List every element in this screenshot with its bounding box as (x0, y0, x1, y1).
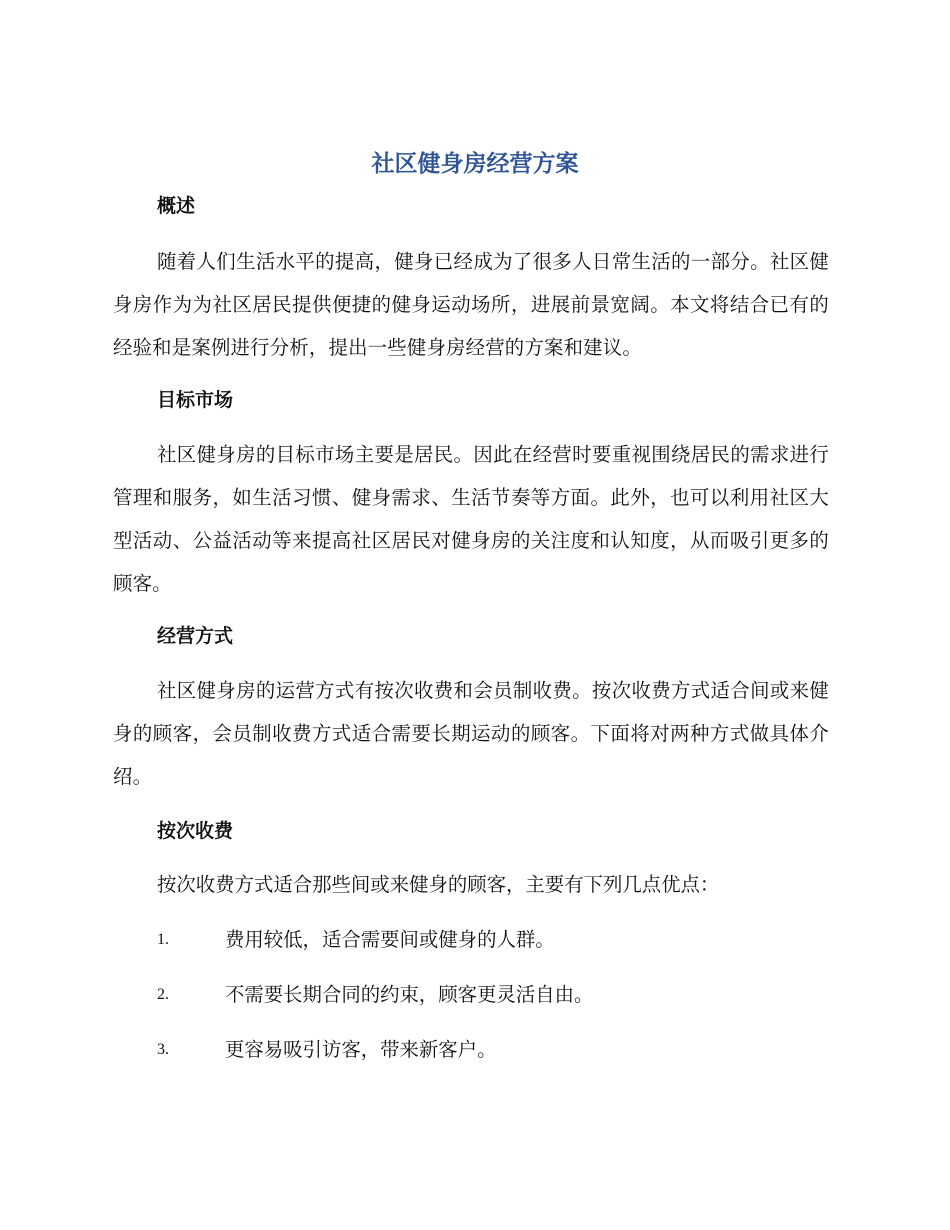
section-heading-business-model: 经营方式 (157, 625, 234, 647)
document-title: 社区健身房经营方案 (371, 151, 579, 177)
list-item (157, 1032, 837, 1068)
list-item (157, 922, 837, 958)
list-number: 3. (157, 1041, 169, 1058)
section-paragraph-target-market: 社区健身房的目标市场主要是居民。因此在经营时要重视围绕居民的需求进行管理和服务，如生活习惯、健身需求、生活节奏等方面。此外，也可以利用社区大型活动、公益活动等来提高社区居民对健身房的关注度和认知度，从而吸引更多的顾客。 (113, 443, 829, 595)
list-number: 1. (157, 931, 169, 948)
section-heading-overview: 概述 (157, 195, 196, 217)
list-text: 更容易吸引访客，带来新客户。 (225, 1038, 497, 1061)
list-text: 不需要长期合同的约束，顾客更灵活自由。 (225, 983, 594, 1006)
section-intro-pay-per-visit: 按次收费方式适合那些间或来健身的顾客，主要有下列几点优点： (157, 873, 720, 896)
list-number: 2. (157, 986, 169, 1003)
section-heading-pay-per-visit: 按次收费 (157, 820, 234, 842)
list-text: 费用较低，适合需要间或健身的人群。 (225, 928, 555, 951)
section-paragraph-business-model: 社区健身房的运营方式有按次收费和会员制收费。按次收费方式适合间或来健身的顾客，会员制收费方式适合需要长期运动的顾客。下面将对两种方式做具体介绍。 (113, 679, 829, 788)
section-heading-target-market: 目标市场 (157, 389, 234, 411)
section-paragraph-overview: 随着人们生活水平的提高，健身已经成为了很多人日常生活的一部分。社区健身房作为为社区居民提供便捷的健身运动场所，进展前景宽阔。本文将结合已有的经验和是案例进行分析，提出一些健身房经营的方案和建议。 (113, 250, 829, 359)
list-item (157, 977, 837, 1013)
